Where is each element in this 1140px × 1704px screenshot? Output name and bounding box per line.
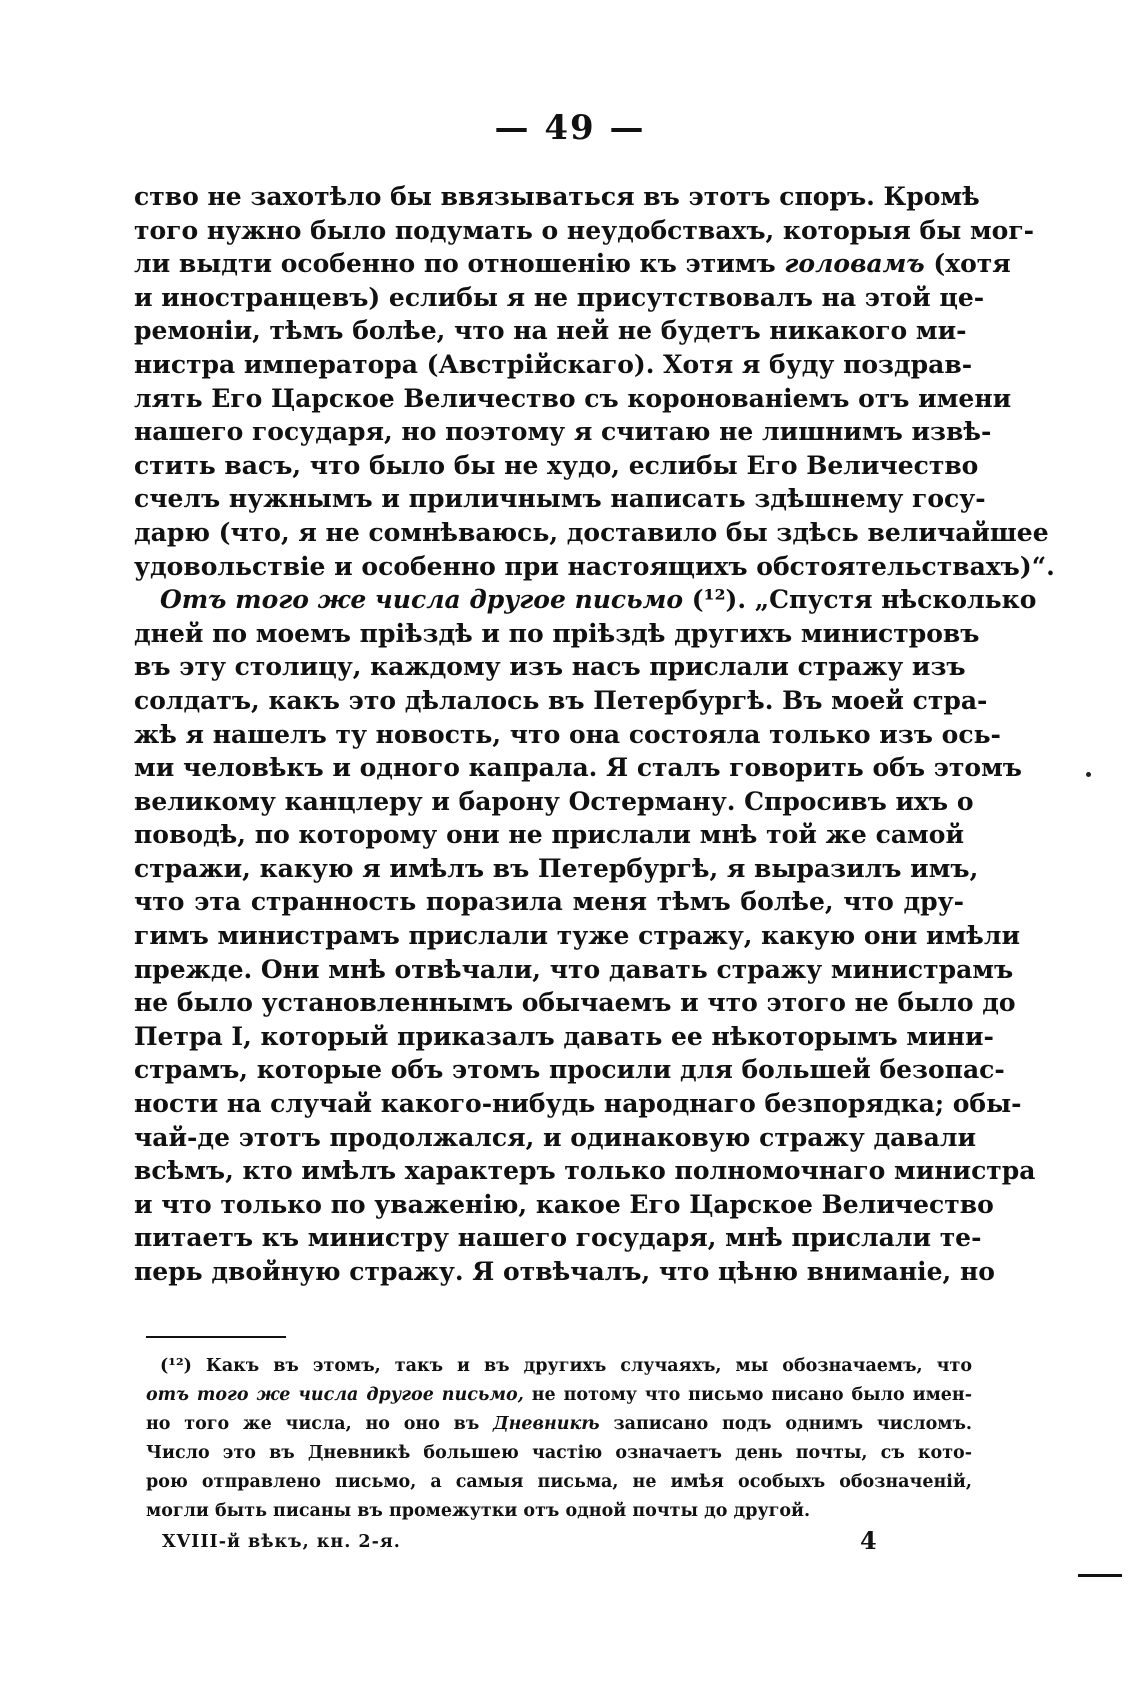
text-line: и что только по уваженію, какое Его Царское Величество	[134, 1189, 994, 1219]
text-line: ремоніи, тѣмъ болѣе, что на ней не будетъ никакого ми-	[134, 316, 967, 346]
text-segment: (хотя	[933, 249, 1011, 279]
footnote-line	[146, 1381, 972, 1410]
footnote-segment: записано подъ однимъ числомъ.	[613, 1414, 973, 1434]
text-line: дней по моемъ пріѣздѣ и по пріѣздѣ другихъ министровъ	[134, 618, 980, 648]
footnote-segment: не потому что письмо писано было имен-	[531, 1385, 972, 1405]
text-line: что эта странность поразила меня тѣмъ болѣе, что дру-	[134, 887, 964, 917]
footnote-divider	[146, 1336, 286, 1338]
text-line: лять Его Царское Величество съ коронованіемъ отъ имени	[134, 383, 1012, 413]
text-line: ство не захотѣло бы ввязываться въ этотъ споръ. Кромѣ	[134, 182, 980, 211]
footnote-line: рою отправлено письмо, а самыя письма, не имѣя особыхъ обозначеній,	[146, 1472, 972, 1492]
text-line: стить васъ, что было бы не худо, еслибы Его Величество	[134, 450, 979, 480]
letter-heading: Отъ того же числа другое письмо	[160, 585, 684, 615]
text-line: всѣмъ, кто имѣлъ характеръ только полномочнаго министра	[134, 1156, 1036, 1186]
text-line: поводѣ, по которому они не прислали мнѣ той же самой	[134, 820, 964, 850]
text-line: ми человѣкъ и одного капрала. Я сталъ говорить объ этомъ	[134, 753, 1022, 783]
italic-term: головамъ	[784, 249, 925, 279]
text-line: счелъ нужнымъ и приличнымъ написать здѣшнему госу-	[134, 484, 986, 514]
edge-dash	[1078, 1574, 1122, 1577]
text-line: и иностранцевъ) еслибы я не присутствовалъ на этой це-	[134, 282, 985, 312]
text-line	[134, 583, 1037, 617]
printer-signature: XVIII-й вѣкъ, кн. 2-я.	[162, 1532, 401, 1552]
text-line: жѣ я нашелъ ту новость, что она состояла только изъ ось-	[134, 719, 1001, 749]
text-line: прежде. Они мнѣ отвѣчали, что давать стражу министрамъ	[134, 954, 1014, 984]
text-line: чай-де этотъ продолжался, и одинаковую стражу давали	[134, 1122, 977, 1152]
text-segment: ли выдти особенно по отношенію къ этимъ	[134, 249, 776, 279]
edge-dot	[1086, 772, 1091, 777]
text-line: дарю (что, я не сомнѣваюсь, доставило бы здѣсь величайшее	[134, 517, 1049, 547]
footnote-italic: отъ того же числа другое письмо,	[146, 1385, 524, 1405]
text-line: удовольствіе и особенно при настоящихъ обстоятельствахъ)“.	[134, 551, 1055, 581]
text-line: перь двойную стражу. Я отвѣчалъ, что цѣню вниманіе, но	[134, 1257, 995, 1286]
text-line: Петра I, который приказалъ давать ее нѣкоторымъ мини-	[134, 1021, 994, 1051]
footnote-line: (¹²) Какъ въ этомъ, такъ и въ другихъ случаяхъ, мы обозначаемъ, что	[160, 1356, 972, 1376]
footnote-line: Число это въ Дневникѣ большею частію означаетъ день почты, съ кото-	[146, 1443, 972, 1463]
footnote-segment: но того же числа, но оно въ	[146, 1414, 480, 1434]
text-line: солдатъ, какъ это дѣлалось въ Петербургѣ. Въ моей стра-	[134, 685, 988, 715]
text-line: того нужно было подумать о неудобствахъ, которыя бы мог-	[134, 215, 1035, 245]
text-line: страмъ, которые объ этомъ просили для большей безопас-	[134, 1055, 1005, 1085]
footnote-italic: Дневникѣ	[493, 1414, 600, 1434]
text-line: нашего государя, но поэтому я считаю не лишнимъ извѣ-	[134, 417, 992, 447]
text-line: питаетъ къ министру нашего государя, мнѣ прислали те-	[134, 1223, 982, 1253]
text-line: ности на случай какого-нибудь народнаго безпорядка; обы-	[134, 1089, 1022, 1119]
page-number: — 49 —	[494, 108, 646, 148]
text-line: не было установленнымъ обычаемъ и что этого не было до	[134, 988, 1016, 1018]
text-line: въ эту столицу, каждому изъ насъ прислали стражу изъ	[134, 652, 966, 682]
footnote-line: могли быть писаны въ промежутки отъ одной почты до другой.	[146, 1501, 811, 1521]
text-line: великому канцлеру и барону Остерману. Спросивъ ихъ о	[134, 786, 974, 816]
body-text	[134, 180, 1055, 1289]
text-line	[134, 247, 1011, 281]
footnote-line	[146, 1410, 972, 1439]
signature-mark: 4	[860, 1526, 877, 1555]
text-line: стражи, какую я имѣлъ въ Петербургѣ, я выразилъ имъ,	[134, 853, 979, 883]
text-segment: (¹²). „Спустя нѣсколько	[691, 585, 1037, 615]
text-line: гимъ министрамъ прислали туже стражу, какую они имѣли	[134, 921, 1021, 951]
footnote	[146, 1352, 972, 1526]
text-line: нистра императора (Австрійскаго). Хотя я буду поздрав-	[134, 349, 973, 379]
